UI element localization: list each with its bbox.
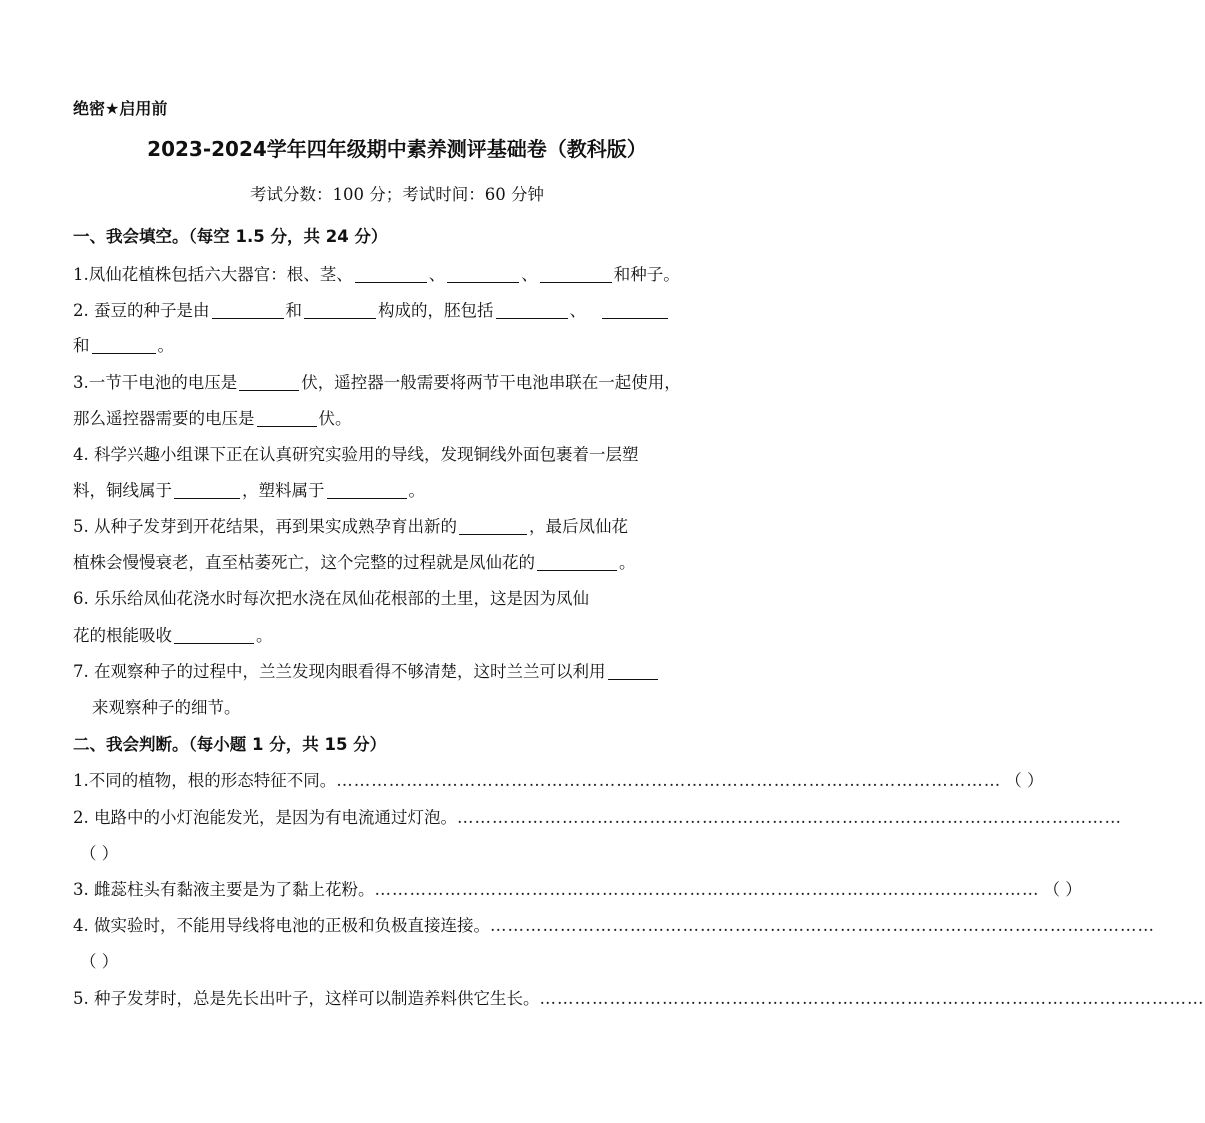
dot-leader: …………………………………………………………………………………………………… [374, 880, 1040, 899]
dot-leader: …………………………………………………………………………………………………… [539, 989, 1205, 1008]
dot-leader: …………………………………………………………………………………………………… [336, 771, 1002, 790]
question-1-3: 3.一节干电池的电压是 伏，遥控器一般需要将两节干电池串联在一起使用， [73, 373, 681, 392]
question-2-5: 5. 种子发芽时，总是先长出叶子，这样可以制造养料供它生长。 …………………………………………………………………………………………………… [73, 989, 1205, 1008]
section-2-heading: 二、我会判断。（每小题 1 分，共 15 分） [73, 735, 387, 754]
answer-blank[interactable] [92, 352, 156, 354]
question-1-2-cont: 和 。 [73, 336, 174, 355]
question-1-6-cont: 花的根能吸收 。 [73, 626, 273, 645]
question-2-2: 2. 电路中的小灯泡能发光，是因为有电流通过灯泡。 …………………………………………………………………………………………………… [73, 808, 1122, 827]
answer-blank[interactable] [447, 281, 519, 283]
answer-blank[interactable] [174, 642, 254, 644]
answer-blank[interactable] [212, 317, 284, 319]
answer-blank[interactable] [174, 497, 240, 499]
dot-leader: …………………………………………………………………………………………………… [457, 808, 1122, 827]
answer-paren[interactable]: （ ） [80, 952, 119, 971]
answer-blank[interactable] [327, 497, 407, 499]
exam-title: 2023-2024学年四年级期中素养测评基础卷（教科版） [147, 137, 647, 161]
question-1-7: 7. 在观察种子的过程中，兰兰发现肉眼看得不够清楚，这时兰兰可以利用 [73, 658, 733, 682]
answer-blank[interactable] [602, 317, 668, 319]
answer-blank[interactable] [304, 317, 376, 319]
question-1-3-cont: 那么遥控器需要的电压是 伏。 [73, 409, 352, 428]
secret-label: 绝密★启用前 [73, 99, 168, 118]
answer-paren[interactable]: （ ） [80, 844, 119, 863]
question-1-7-cont: 来观察种子的细节。 [92, 698, 241, 717]
question-1-2: 2. 蚕豆的种子是由 和 构成的，胚包括 、 [73, 297, 733, 321]
answer-blank[interactable] [459, 533, 527, 535]
answer-blank[interactable] [257, 425, 317, 427]
dot-leader: …………………………………………………………………………………………………… [490, 916, 1155, 935]
answer-blank[interactable] [496, 317, 568, 319]
question-1-4: 4. 科学兴趣小组课下正在认真研究实验用的导线，发现铜线外面包裹着一层塑 [73, 445, 639, 464]
question-1-1: 1.凤仙花植株包括六大器官：根、茎、 、 、 和种子。 [73, 265, 680, 284]
question-2-3: 3. 雌蕊柱头有黏液主要是为了黏上花粉。 …………………………………………………………………………………………………… （ ） [73, 876, 733, 900]
answer-blank[interactable] [239, 389, 299, 391]
question-1-4-cont: 料，铜线属于 ，塑料属于 。 [73, 481, 425, 500]
question-1-5-cont: 植株会慢慢衰老，直至枯萎死亡，这个完整的过程就是凤仙花的 。 [73, 553, 636, 572]
answer-blank[interactable] [540, 281, 612, 283]
answer-paren[interactable]: （ ） [1043, 880, 1082, 899]
answer-paren[interactable]: （ ） [1005, 771, 1044, 790]
answer-blank[interactable] [355, 281, 427, 283]
question-2-1: 1.不同的植物，根的形态特征不同。 …………………………………………………………………………………………………… （ ） [73, 767, 733, 791]
exam-subtitle: 考试分数：100 分；考试时间：60 分钟 [250, 185, 544, 204]
question-2-4: 4. 做实验时，不能用导线将电池的正极和负极直接连接。 …………………………………………………………………………………………………… [73, 916, 1155, 935]
answer-blank[interactable] [608, 678, 658, 680]
question-1-6: 6. 乐乐给凤仙花浇水时每次把水浇在凤仙花根部的土里，这是因为凤仙 [73, 589, 589, 608]
answer-blank[interactable] [537, 569, 617, 571]
question-1-5: 5. 从种子发芽到开花结果，再到果实成熟孕育出新的 ，最后凤仙花 [73, 517, 628, 536]
section-1-heading: 一、我会填空。（每空 1.5 分，共 24 分） [73, 227, 388, 246]
